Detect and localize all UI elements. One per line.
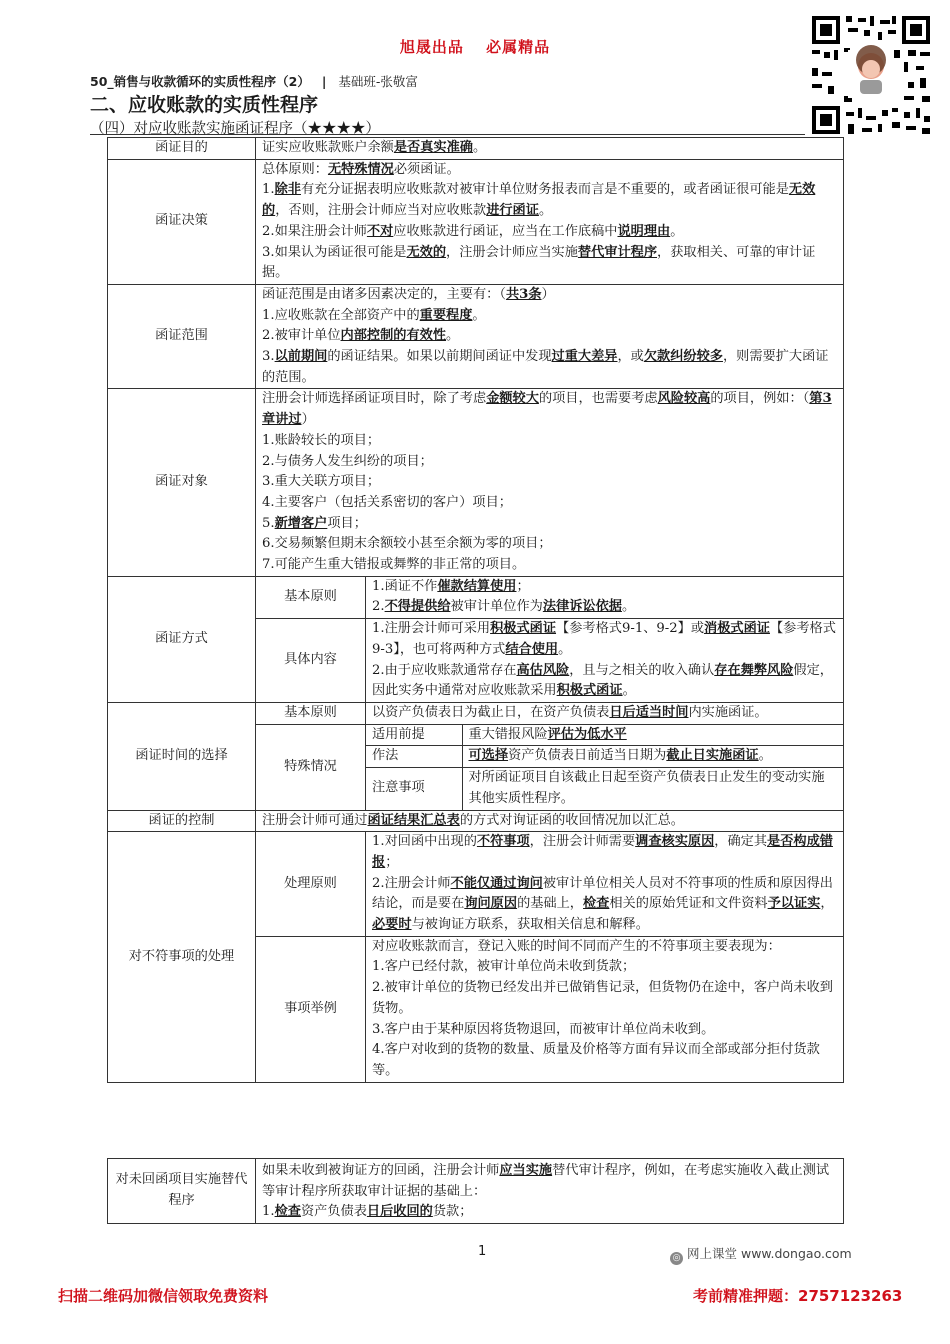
method-detail-cell xyxy=(366,619,844,703)
table-row xyxy=(366,725,843,746)
example-line: 对应收账款而言，登记入账的时间不同而产生的不符事项主要表现为： xyxy=(372,938,781,954)
timing-line: 以资产负债表日为截止日，在资产负债表日后适当时间内实施函证。 xyxy=(372,704,768,720)
footer-left-promo: 扫描二维码加微信领取免费资料 xyxy=(58,1287,269,1305)
scope-cell xyxy=(256,284,844,389)
lecture-title: 50_销售与收款循环的实质性程序（2） xyxy=(90,74,310,89)
method-detail-label: 具体内容 xyxy=(256,619,366,703)
timing-special-label: 特殊情况 xyxy=(256,724,366,810)
table-row xyxy=(108,159,844,284)
table-row xyxy=(108,702,844,724)
timing-basic-cell xyxy=(366,702,844,724)
table-row xyxy=(108,832,844,937)
row-label-decision: 函证决策 xyxy=(108,159,256,284)
footer-right-promo: 考前精准押题：2757123263 xyxy=(693,1287,903,1305)
alternative-cell xyxy=(256,1159,844,1224)
decision-line: 总体原则：无特殊情况必须函证。 xyxy=(262,161,460,177)
method-basic-label: 基本原则 xyxy=(256,576,366,618)
document-header xyxy=(90,72,418,90)
table-row xyxy=(108,389,844,576)
row-label-scope: 函证范围 xyxy=(108,284,256,389)
row-label-control: 函证的控制 xyxy=(108,810,256,832)
table-row xyxy=(108,138,844,160)
premise-cell: 重大错报风险评估为低水平 xyxy=(462,725,843,746)
banner-left: 旭晟出品 xyxy=(399,38,464,56)
scope-line: 1.应收账款在全部资产中的重要程度。 xyxy=(262,307,486,323)
globe-icon: ◎ xyxy=(670,1252,683,1265)
method-basic-cell xyxy=(366,576,844,618)
row-label-timing: 函证时间的选择 xyxy=(108,702,256,810)
objects-line: 注册会计师选择函证项目时，除了考虑金额较大的项目，也需要考虑风险较高的项目，例如：（第3章讲过） xyxy=(262,391,832,428)
timing-basic-label: 基本原则 xyxy=(256,702,366,724)
scope-line: 3.以前期间的函证结果。如果以前期间函证中发现过重大差异，或欠款纠纷较多，则需要扩大函证的范围。 xyxy=(262,349,829,385)
objects-line: 5.新增客户项目； xyxy=(262,515,367,531)
objects-line: 7.可能产生重大错报或舞弊的非正常的项目。 xyxy=(262,557,526,573)
example-line: 1.客户已经付款，被审计单位尚未收到货款； xyxy=(372,959,636,975)
alternative-procedure-table xyxy=(107,1158,844,1224)
decision-line: 1.除非有充分证据表明应收账款对被审计单位财务报表而言是不重要的，或者函证很可能是无效的，否则，注册会计师应当对应收账款进行函证。 xyxy=(262,182,816,219)
scope-line: 2.被审计单位内部控制的有效性。 xyxy=(262,328,460,344)
table-row xyxy=(108,576,844,618)
method-line: 1.函证不作催款结算使用； xyxy=(372,578,530,594)
premise-label: 适用前提 xyxy=(366,725,462,746)
objects-line: 3.重大关联方项目； xyxy=(262,474,381,490)
example-line: 2.被审计单位的货物已经发出并已做销售记录，但货物仍在途中，客户尚未收到货物。 xyxy=(372,980,833,1016)
example-line: 4.客户对收到的货物的数量、质量及价格等方面有异议而全部或部分拒付货款等。 xyxy=(372,1042,820,1078)
row-label-purpose: 函证目的 xyxy=(108,138,256,160)
discrepancy-line: 1.对回函中出现的不符事项，注册会计师需要调查核实原因，确定其是否构成错报； xyxy=(372,834,833,870)
teacher-name: 基础班-张敬富 xyxy=(338,74,418,89)
note-label: 注意事项 xyxy=(366,768,462,810)
decision-line: 2.如果注册会计师不对应收账款进行函证，应当在工作底稿中说明理由。 xyxy=(262,223,684,239)
header-separator: | xyxy=(321,74,327,89)
objects-line: 6.交易频繁但期末余额较小甚至余额为零的项目； xyxy=(262,536,552,552)
control-line: 注册会计师可通过函证结果汇总表的方式对询证函的收回情况加以汇总。 xyxy=(262,812,684,828)
alternative-line: 如果未收到被询证方的回函，注册会计师应当实施替代审计程序，例如，在考虑实施收入截止测试等审计程序所获取审计证据的基础上： xyxy=(262,1163,830,1199)
example-line: 3.客户由于某种原因将货物退回，而被审计单位尚未收到。 xyxy=(372,1021,715,1037)
row-label-method: 函证方式 xyxy=(108,576,256,702)
discrepancy-principle-label: 处理原则 xyxy=(256,832,366,937)
timing-special-cell xyxy=(366,724,844,810)
scope-line: 函证范围是由诸多因素决定的，主要有：（共3条） xyxy=(262,286,555,302)
banner-right: 必属精品 xyxy=(486,38,551,56)
objects-line: 1.账龄较长的项目； xyxy=(262,432,381,448)
table-row xyxy=(108,810,844,832)
qr-code[interactable] xyxy=(808,12,934,138)
site-watermark xyxy=(670,1244,852,1265)
table-row xyxy=(366,746,843,768)
special-case-table xyxy=(366,725,843,810)
decision-line: 3.如果认为函证很可能是无效的，注册会计师应当实施替代审计程序，获取相关、可靠的审计证据。 xyxy=(262,244,816,281)
row-label-discrepancy: 对不符事项的处理 xyxy=(108,832,256,1082)
row-label-objects: 函证对象 xyxy=(108,389,256,576)
method-line: 2.不得提供给被审计单位作为法律诉讼依据。 xyxy=(372,599,636,615)
table-row xyxy=(108,284,844,389)
site-text: 网上课堂 www.dongao.com xyxy=(687,1246,852,1261)
decision-cell xyxy=(256,159,844,284)
control-cell xyxy=(256,810,844,832)
practice-cell: 可选择资产负债表日前适当日期为截止日实施函证。 xyxy=(462,746,843,768)
heading-rule xyxy=(90,134,805,135)
note-cell: 对所函证项目自该截止日起至资产负债表日止发生的变动实施其他实质性程序。 xyxy=(468,770,825,806)
purpose-text: 证实应收账款账户余额是否真实准确。 xyxy=(262,140,487,155)
subsection-heading: （四）对应收账款实施函证程序（★★★★） xyxy=(90,121,380,137)
confirmation-table xyxy=(107,137,844,1083)
discrepancy-line: 2.注册会计师不能仅通过询问被审计单位相关人员对不符事项的性质和原因得出结论，而是要在询问原因的基础上，检查相关的原始凭证和文件资料予以证实，必要时与被询证方联系，获取相关信息和解释。 xyxy=(372,875,834,933)
purpose-cell xyxy=(256,138,844,160)
objects-line: 2.与债务人发生纠纷的项目； xyxy=(262,453,433,469)
section-heading: 二、应收账款的实质性程序 xyxy=(90,94,319,116)
discrepancy-principle-cell xyxy=(366,832,844,937)
discrepancy-example-label: 事项举例 xyxy=(256,936,366,1082)
row-label-alternative: 对未回函项目实施替代程序 xyxy=(108,1159,256,1224)
method-line: 2.由于应收账款通常存在高估风险，且与之相关的收入确认存在舞弊风险假定，因此实务中通常对应收账款采用积极式函证。 xyxy=(372,662,833,699)
practice-label: 作法 xyxy=(366,746,462,768)
table-row xyxy=(108,1159,844,1224)
objects-line: 4.主要客户（包括关系密切的客户）项目； xyxy=(262,494,512,510)
objects-cell xyxy=(256,389,844,576)
table-row xyxy=(366,768,843,810)
method-line: 1.注册会计师可采用积极式函证【参考格式9-1、9-2】或消极式函证【参考格式9-3】，也可将两种方式结合使用。 xyxy=(372,621,836,657)
page-number: 1 xyxy=(478,1244,487,1259)
discrepancy-example-cell xyxy=(366,936,844,1082)
alternative-line: 1.检查资产负债表日后收回的货款； xyxy=(262,1204,473,1220)
